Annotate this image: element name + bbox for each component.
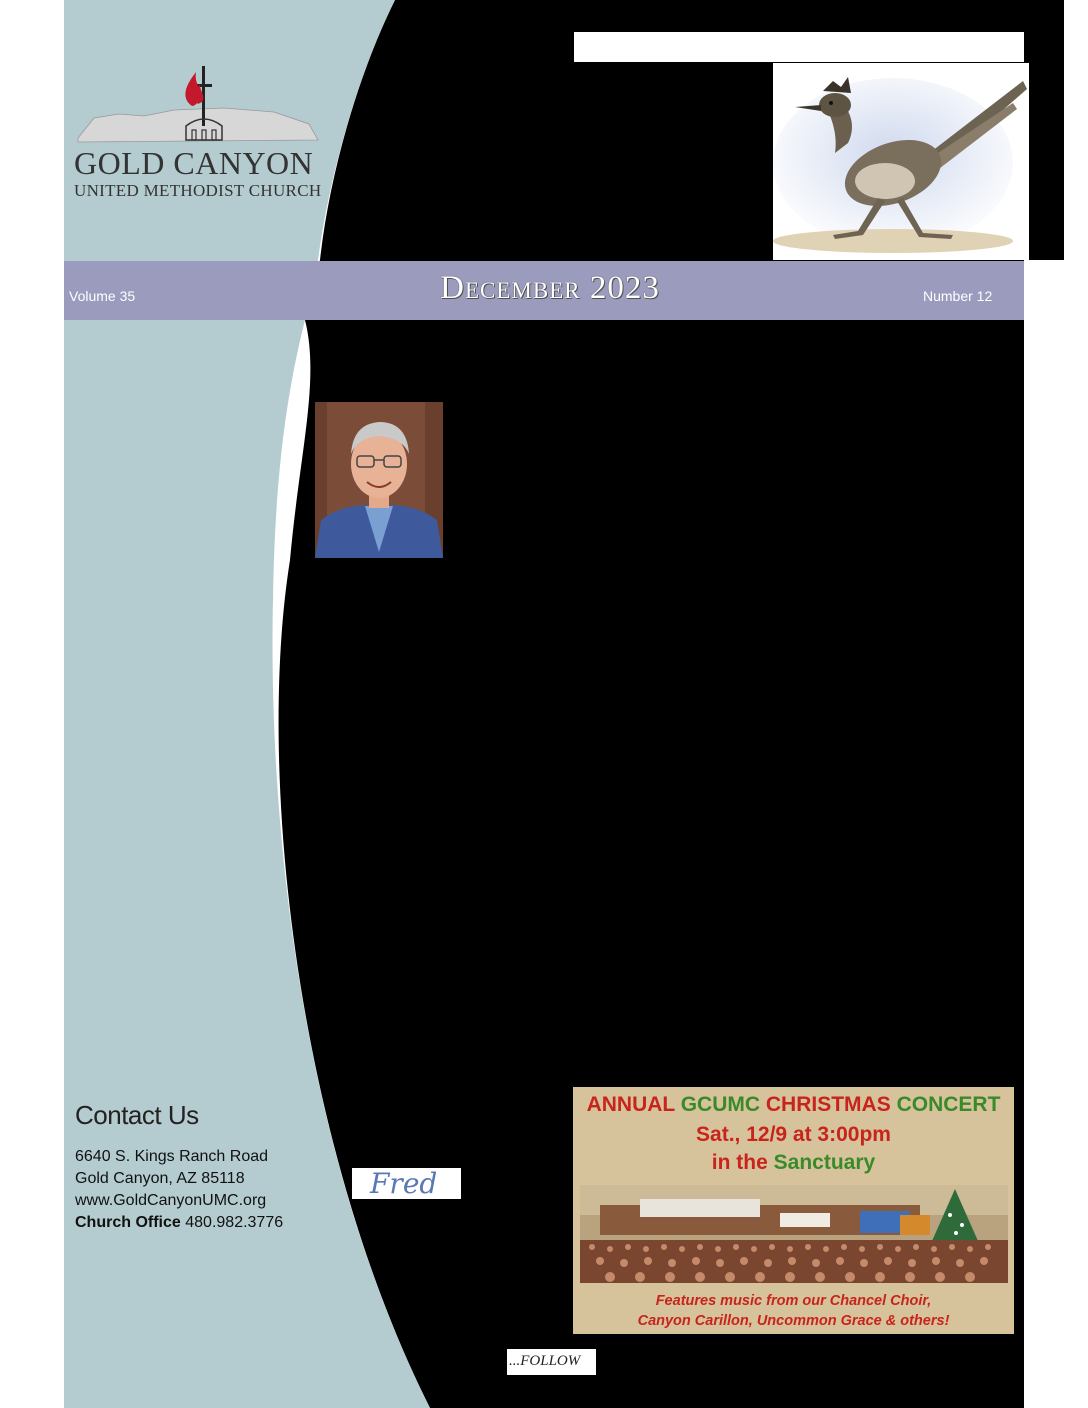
office-phone: 480.982.3776 <box>185 1214 284 1231</box>
address-line-1: 6640 S. Kings Ranch Road <box>75 1148 269 1165</box>
issue-number: Number 12 <box>923 288 993 304</box>
pastor-signature: Fred <box>352 1168 461 1199</box>
contact-details <box>75 1146 283 1234</box>
continued-label: ...FOLLOW <box>507 1349 596 1375</box>
cross-and-flame-icon <box>74 66 324 146</box>
website-link[interactable]: www.GoldCanyonUMC.org <box>75 1192 267 1209</box>
contact-heading: Contact Us <box>75 1100 199 1130</box>
headline-christmas: CHRISTMAS <box>765 1093 891 1116</box>
location-place: Sanctuary <box>773 1151 876 1174</box>
concert-footer-line-1: Features music from our Chancel Choir, <box>655 1293 932 1309</box>
headline-concert: CONCERT <box>896 1093 1001 1116</box>
location-prefix: in the <box>711 1151 768 1174</box>
church-name: GOLD CANYON <box>74 145 314 181</box>
volume-label: Volume 35 <box>69 288 136 304</box>
office-label: Church Office <box>75 1214 181 1231</box>
concert-date-time: Sat., 12/9 at 3:00pm <box>696 1123 891 1146</box>
christmas-concert-flyer <box>573 1087 1014 1334</box>
concert-headline <box>573 1093 1014 1117</box>
concert-location <box>573 1151 1014 1175</box>
roadrunner-illustration <box>773 63 1029 260</box>
pastor-portrait <box>315 402 443 558</box>
address-line-2: Gold Canyon, AZ 85118 <box>75 1170 245 1187</box>
issue-month: December 2023 <box>440 270 660 306</box>
church-subtitle: UNITED METHODIST CHURCH <box>74 181 322 200</box>
concert-footer-line-2: Canyon Carillon, Uncommon Grace & others! <box>637 1313 950 1329</box>
header-title-bar <box>574 32 1024 62</box>
headline-annual: ANNUAL <box>586 1093 675 1116</box>
headline-gcumc: GCUMC <box>680 1093 761 1116</box>
concert-photo <box>580 1185 1008 1283</box>
office-phone-line <box>75 1212 283 1234</box>
